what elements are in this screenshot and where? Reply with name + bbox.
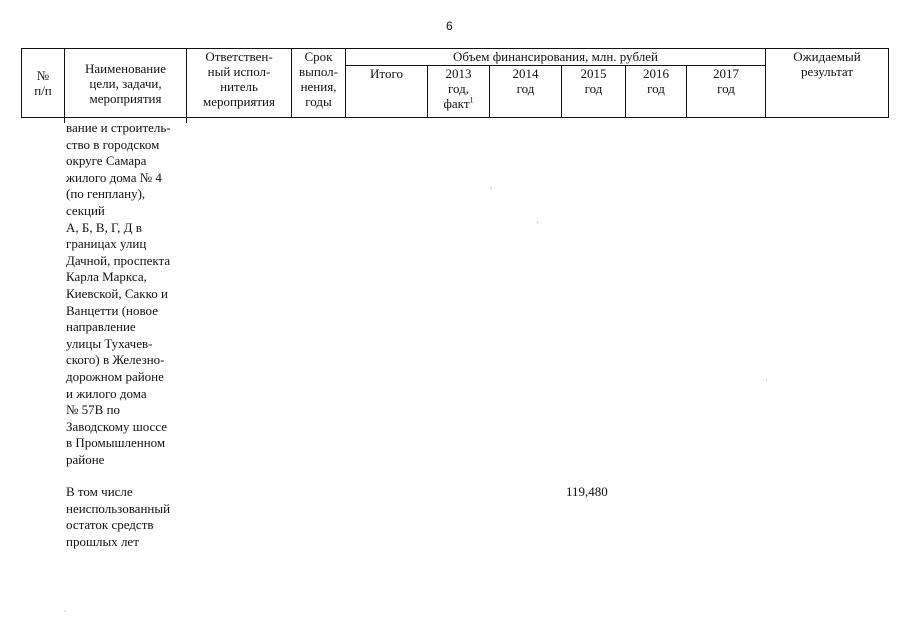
column-header-2016: 2016 год: [626, 66, 687, 118]
footnote-mark: 1: [469, 95, 474, 105]
column-header-2015: 2015 год: [562, 66, 626, 118]
scan-speck: [491, 188, 492, 189]
column-header-result: Ожидаемый результат: [766, 49, 889, 118]
year-2013-label: 2013 год, факт: [443, 66, 472, 111]
column-header-name: Наименование цели, задачи, мероприятия: [65, 49, 187, 118]
row-description: вание и строитель- ство в городском округе Самара жилого дома № 4 (по генплану), секций А, Б, В, Г, Д в границах улиц Дачной, проспекта Карла Маркса, Киевской, Сакко и Ванцетти (новое направление улицы Тухачев- ского) в Железно- дорожном районе и жилого дома № 57В по Заводскому шоссе в Промышленном районе: [66, 120, 171, 467]
column-header-financing: Объем финансирования, млн. рублей: [346, 49, 766, 66]
column-header-term: Срок выпол- нения, годы: [292, 49, 346, 118]
column-header-2013: [428, 66, 490, 118]
financing-table-header: [21, 48, 889, 118]
column-header-responsible: Ответствен- ный испол- нитель мероприятия: [187, 49, 292, 118]
scan-speck: [537, 222, 538, 223]
column-header-2017: 2017 год: [687, 66, 766, 118]
row-sub-description: В том числе неиспользованный остаток средств прошлых лет: [66, 484, 171, 549]
scan-speck: [64, 611, 65, 612]
column-header-2014: 2014 год: [490, 66, 562, 118]
scan-speck: [766, 380, 767, 381]
amount-2015: 119,480: [566, 484, 608, 499]
column-header-total: Итого: [346, 66, 428, 118]
column-header-number: № п/п: [22, 49, 65, 118]
page-number: 6: [446, 19, 453, 33]
